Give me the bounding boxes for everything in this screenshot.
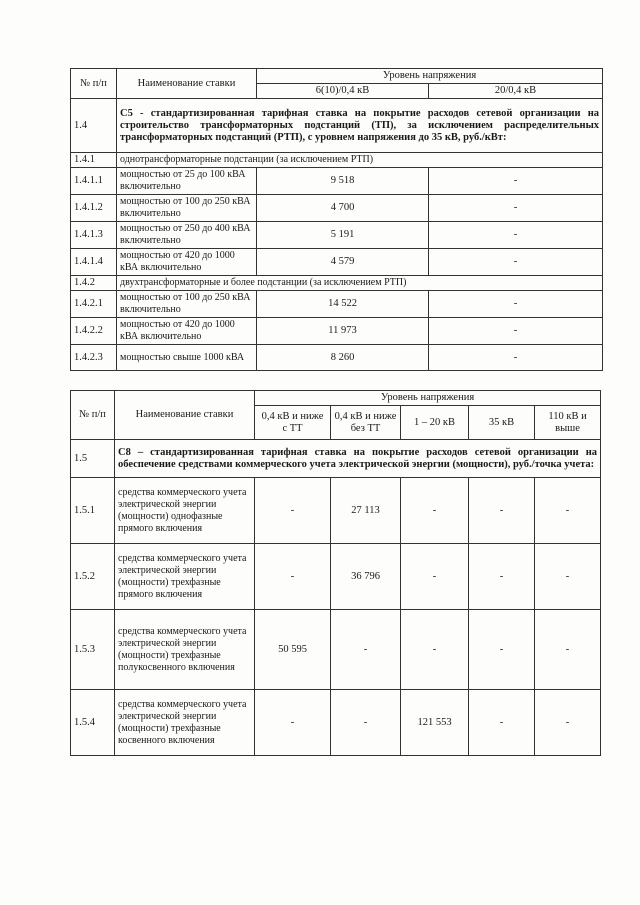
row-num: 1.5.1 (71, 478, 115, 544)
row-name: средства коммерческого учета электрической энергии (мощности) трехфазные прямого включения (115, 544, 255, 610)
table-row (71, 690, 601, 756)
value-04-without-tt: 36 796 (331, 544, 401, 610)
value-35: - (469, 610, 535, 690)
row-name: мощностью свыше 1000 кВА (117, 345, 257, 371)
header-voltage-level: Уровень напряжения (257, 69, 603, 84)
table1-body (71, 153, 603, 371)
table-row (71, 249, 603, 276)
row-name: мощностью от 25 до 100 кВА включительно (117, 168, 257, 195)
table-row (71, 291, 603, 318)
value-6-10: 4 700 (257, 195, 429, 222)
value-04-with-tt: - (255, 478, 331, 544)
value-6-10: 11 973 (257, 318, 429, 345)
value-04-without-tt: - (331, 610, 401, 690)
group-title: однотрансформаторные подстанции (за исключением РТП) (117, 153, 603, 168)
table-row (71, 195, 603, 222)
table-row (71, 478, 601, 544)
row-num: 1.4.1.3 (71, 222, 117, 249)
value-6-10: 4 579 (257, 249, 429, 276)
value-110: - (535, 610, 601, 690)
section-title: С8 – стандартизированная тарифная ставка на покрытие расходов сетевой организации на обеспечение средствами коммерческого учета электрической энергии (мощности), руб./точка учета: (115, 440, 601, 478)
group-row (71, 153, 603, 168)
header-voltage-6-10: 6(10)/0,4 кВ (257, 84, 429, 99)
value-04-with-tt: - (255, 544, 331, 610)
value-6-10: 8 260 (257, 345, 429, 371)
section-num: 1.4 (71, 99, 117, 153)
header-col-04-with-tt: 0,4 кВ и ниже с ТТ (255, 406, 331, 440)
value-110: - (535, 690, 601, 756)
tariff-table-c5 (70, 68, 603, 371)
row-num: 1.4.1.1 (71, 168, 117, 195)
row-num: 1.4.1.4 (71, 249, 117, 276)
value-1-20: - (401, 544, 469, 610)
header-col-110: 110 кВ и выше (535, 406, 601, 440)
value-110: - (535, 478, 601, 544)
row-num: 1.5.2 (71, 544, 115, 610)
row-name: мощностью от 250 до 400 кВА включительно (117, 222, 257, 249)
value-04-with-tt: - (255, 690, 331, 756)
value-20: - (429, 291, 603, 318)
table-row (71, 345, 603, 371)
value-20: - (429, 318, 603, 345)
value-1-20: - (401, 478, 469, 544)
value-110: - (535, 544, 601, 610)
row-num: 1.5.4 (71, 690, 115, 756)
section-title: С5 - стандартизированная тарифная ставка на покрытие расходов сетевой организации на строительство трансформаторных подстанций (ТП), за исключением распределительных трансформаторных подстанций (РТП), с уровнем напряжения до 35 кВ, руб./кВт: (117, 99, 603, 153)
row-name: средства коммерческого учета электрической энергии (мощности) однофазные прямого включения (115, 478, 255, 544)
group-title: двухтрансформаторные и более подстанции (за исключением РТП) (117, 276, 603, 291)
header-num: № п/п (71, 391, 115, 440)
table-row (71, 318, 603, 345)
section-num: 1.5 (71, 440, 115, 478)
tariff-table-c8 (70, 390, 601, 756)
header-name: Наименование ставки (117, 69, 257, 99)
value-35: - (469, 544, 535, 610)
value-20: - (429, 249, 603, 276)
table-row (71, 222, 603, 249)
table-row (71, 610, 601, 690)
table-row (71, 544, 601, 610)
value-20: - (429, 345, 603, 371)
header-col-04-without-tt: 0,4 кВ и ниже без ТТ (331, 406, 401, 440)
row-name: мощностью от 420 до 1000 кВА включительно (117, 249, 257, 276)
row-name: средства коммерческого учета электрической энергии (мощности) трехфазные полукосвенного включения (115, 610, 255, 690)
value-6-10: 9 518 (257, 168, 429, 195)
value-1-20: 121 553 (401, 690, 469, 756)
row-name: мощностью от 420 до 1000 кВА включительно (117, 318, 257, 345)
row-num: 1.4.2.2 (71, 318, 117, 345)
header-col-1-20: 1 – 20 кВ (401, 406, 469, 440)
header-num: № п/п (71, 69, 117, 99)
value-20: - (429, 195, 603, 222)
header-voltage-level: Уровень напряжения (255, 391, 601, 406)
header-voltage-20: 20/0,4 кВ (429, 84, 603, 99)
row-num: 1.4.2.1 (71, 291, 117, 318)
header-name: Наименование ставки (115, 391, 255, 440)
value-6-10: 14 522 (257, 291, 429, 318)
row-num: 1.5.3 (71, 610, 115, 690)
value-35: - (469, 478, 535, 544)
row-num: 1.4.1.2 (71, 195, 117, 222)
row-name: мощностью от 100 до 250 кВА включительно (117, 291, 257, 318)
value-04-without-tt: 27 113 (331, 478, 401, 544)
value-04-with-tt: 50 595 (255, 610, 331, 690)
table-row (71, 168, 603, 195)
group-num: 1.4.2 (71, 276, 117, 291)
row-name: мощностью от 100 до 250 кВА включительно (117, 195, 257, 222)
table2-body (71, 478, 601, 756)
row-name: средства коммерческого учета электрической энергии (мощности) трехфазные косвенного включения (115, 690, 255, 756)
header-col-35: 35 кВ (469, 406, 535, 440)
group-num: 1.4.1 (71, 153, 117, 168)
row-num: 1.4.2.3 (71, 345, 117, 371)
value-04-without-tt: - (331, 690, 401, 756)
value-35: - (469, 690, 535, 756)
value-20: - (429, 222, 603, 249)
value-1-20: - (401, 610, 469, 690)
group-row (71, 276, 603, 291)
value-20: - (429, 168, 603, 195)
value-6-10: 5 191 (257, 222, 429, 249)
